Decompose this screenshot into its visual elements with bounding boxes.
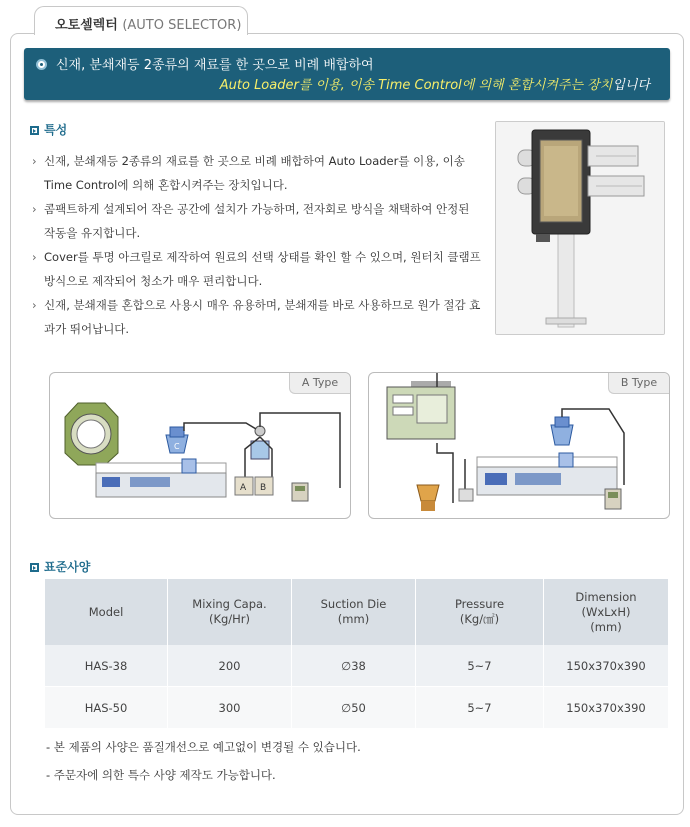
type-label-a: A Type <box>289 373 350 394</box>
feature-item: › 신재, 분쇄재등 2종류의 재료를 한 곳으로 비례 배합하여 Auto Loader를 이용, 이송 Time Control에 의해 혼합시켜주는 장치입니다. <box>28 150 483 197</box>
product-photo <box>495 121 665 335</box>
spec-heading <box>30 558 90 575</box>
note-item: - 본 제품의 사양은 품질개선으로 예고없이 변경될 수 있습니다. <box>46 740 361 754</box>
diagram-a-type <box>49 372 351 519</box>
system-diagram-a <box>50 373 350 518</box>
cell-dimension: 150x370x390 <box>544 645 669 687</box>
title-english: (AUTO SELECTOR) <box>122 18 242 33</box>
feature-item: › 콤팩트하게 설계되어 작은 공간에 설치가 가능하며, 전자회로 방식을 채택하여 안정된 작동을 유지합니다. <box>28 198 483 245</box>
spec-title: 표준사양 <box>44 560 91 574</box>
notes <box>46 733 361 789</box>
features-list <box>28 150 483 342</box>
header-pressure: Pressure (Kg/㎠) <box>416 579 544 645</box>
type-label-b: B Type <box>608 373 669 394</box>
header-dimension: Dimension (WxLxH) (mm) <box>544 579 669 645</box>
svg-text:C: C <box>174 442 180 451</box>
cell-dimension: 150x370x390 <box>544 687 669 729</box>
auto-selector-image <box>496 122 664 334</box>
banner-line-1: 신재, 분쇄재등 2종류의 재료를 한 곳으로 비례 배합하여 <box>56 58 374 73</box>
title-korean: 오토셀렉터 <box>55 18 118 33</box>
bin-a-label: A <box>240 483 247 493</box>
section-arrow-icon <box>30 126 39 135</box>
header-model: Model <box>45 579 168 645</box>
title-tab <box>34 6 248 35</box>
system-diagram-b <box>369 373 669 518</box>
spec-header-row <box>45 579 668 645</box>
header-mixing-capa: Mixing Capa. (Kg/Hr) <box>168 579 292 645</box>
cell-mixing-capa: 300 <box>168 687 292 729</box>
header-suction-die: Suction Die (mm) <box>292 579 416 645</box>
bin-b-label: B <box>260 483 267 493</box>
diagram-b-type <box>368 372 670 519</box>
section-arrow-icon <box>30 563 39 572</box>
table-row <box>45 687 668 729</box>
bullet-icon <box>36 59 47 70</box>
cell-pressure: 5~7 <box>416 687 544 729</box>
spec-table <box>45 579 668 728</box>
features-heading <box>30 121 67 138</box>
cell-model: HAS-50 <box>45 687 168 729</box>
feature-item: › Cover를 투명 아크릴로 제작하여 원료의 선택 상태를 확인 할 수 있으며, 원터치 클램프 방식으로 제작되어 청소가 매우 편리합니다. <box>28 246 483 293</box>
features-title: 특성 <box>44 123 68 137</box>
banner-line-2 <box>220 74 650 93</box>
banner-highlight: Auto Loader를 이용, 이송 Time Control에 의해 혼합시켜주는 장치 <box>219 78 613 93</box>
note-item: - 주문자에 의한 특수 사양 제작도 가능합니다. <box>46 768 276 782</box>
cell-pressure: 5~7 <box>416 645 544 687</box>
page-title <box>55 14 241 33</box>
cell-mixing-capa: 200 <box>168 645 292 687</box>
feature-item: › 신재, 분쇄재를 혼합으로 사용시 매우 유용하며, 분쇄재를 바로 사용하므로 원가 절감 효과가 뛰어납니다. <box>28 294 483 341</box>
cell-suction-die: ∅38 <box>292 645 416 687</box>
cell-suction-die: ∅50 <box>292 687 416 729</box>
table-row <box>45 645 668 687</box>
summary-banner <box>24 48 670 100</box>
cell-model: HAS-38 <box>45 645 168 687</box>
banner-line-end: 입니다 <box>612 78 650 93</box>
